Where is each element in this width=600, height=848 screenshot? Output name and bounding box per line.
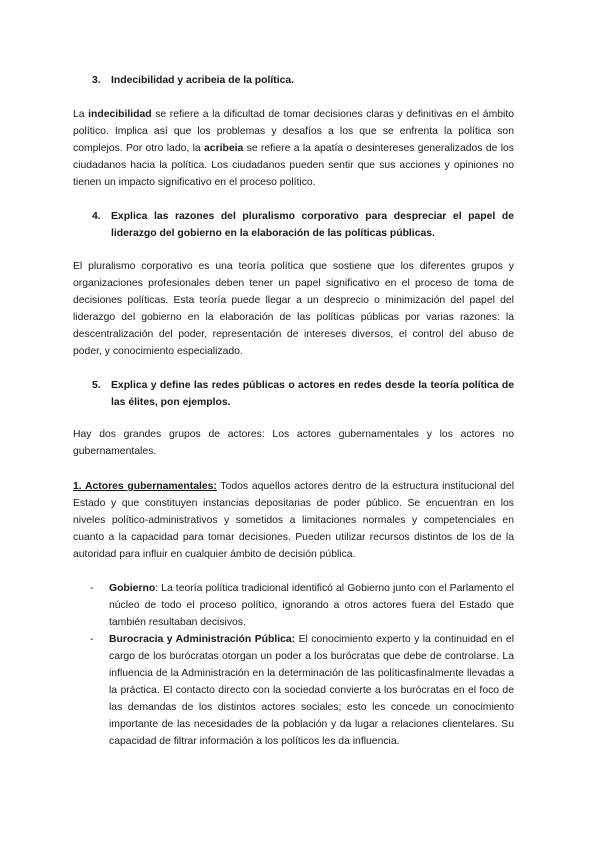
bullet-dash: - — [90, 634, 94, 645]
question-title: Explica las razones del pluralismo corporativo para despreciar el papel de liderazgo del gobierno en la elaboración de las políticas públicas. — [111, 211, 514, 239]
answer-3-paragraph — [73, 106, 514, 191]
answer-5-intro: Hay dos grandes grupos de actores: Los actores gubernamentales y los actores no gubernamentales. — [73, 429, 514, 457]
question-title: Explica y define las redes públicas o actores en redes desde la teoría política de las élites, pon ejemplos. — [111, 380, 514, 408]
term-indecibilidad: indecibilidad — [88, 109, 152, 120]
list-term: Gobierno — [109, 583, 156, 594]
text-run: Todos aquellos actores dentro de la estructura institucional del Estado y que constituyen instancias depositarias de poder público. Se encuentran en los niveles político-administrativos y sometidos a limitaciones normales y competenciales en cuanto a la capacidad para tomar decisiones. Pueden utilizar recursos distintos de los de la autoridad para influir en cualquier ámbito de decisión pública. — [73, 481, 515, 560]
actores-gubernamentales-paragraph — [73, 478, 514, 563]
bullet-dash: - — [90, 583, 94, 594]
text-run: se refiere a la apatía o desintereses generalizados de los ciudadanos hacia la política. Los ciudadanos pueden sentir que sus acciones y opiniones no tienen un impacto significativo en el proceso político. — [73, 143, 515, 188]
question-number: 5. — [92, 380, 101, 391]
answer-4-paragraph: El pluralismo corporativo es una teoría política que sostiene que los diferentes grupos y organizaciones profesionales deben tener un papel significativo en el proceso de toma de decisiones políticas. Esta teoría puede llegar a un desprecio o minimización del papel del liderazgo del gobierno en la elaboración de las políticas públicas por varias razones: la descentralización del poder, representación de intereses diversos, el control del abuso de poder, y conocimiento especializado. — [73, 261, 514, 357]
list-text: : La teoría política tradicional identificó al Gobierno junto con el Parlamento el núcleo de todo el proceso político, ignorando a otros actores fuera del Estado que también resultaban decisivos. — [109, 583, 514, 628]
list-term: Burocracia y Administración Pública: — [109, 634, 296, 645]
text-run: se refiere a la dificultad de tomar decisiones claras y definitivas en el ámbito político. Implica así que los problemas y desafíos a los que se enfrenta la política son complejos. Por otro lado, la — [73, 109, 514, 154]
question-3-heading — [92, 72, 514, 89]
term-acribeia: acribeia — [204, 143, 244, 154]
text-run: La — [73, 109, 89, 120]
question-4-heading — [92, 208, 514, 242]
question-5-heading — [92, 377, 514, 411]
question-number: 3. — [92, 75, 101, 86]
question-number: 4. — [92, 211, 101, 222]
question-title: Indecibilidad y acribeia de la política. — [111, 75, 295, 86]
list-item — [90, 580, 514, 631]
list-text: El conocimiento experto y la continuidad en el cargo de los burócratas otorgan un poder a los burócratas que debe de controlarse. La influencia de la Administración en la determinación de las políticasfinalmente llevadas a la práctica. El contacto directo con la sociedad convierte a los burócratas en el foco de las demandas de los distintos actores sociales; esto les concede un conocimiento importante de las necesidades de la población y da lugar a relaciones clientelares. Su capacidad de filtrar información a los políticos les da influencia. — [109, 634, 515, 747]
section-heading: 1. Actores gubernamentales: — [73, 481, 217, 492]
list-item — [90, 631, 514, 750]
